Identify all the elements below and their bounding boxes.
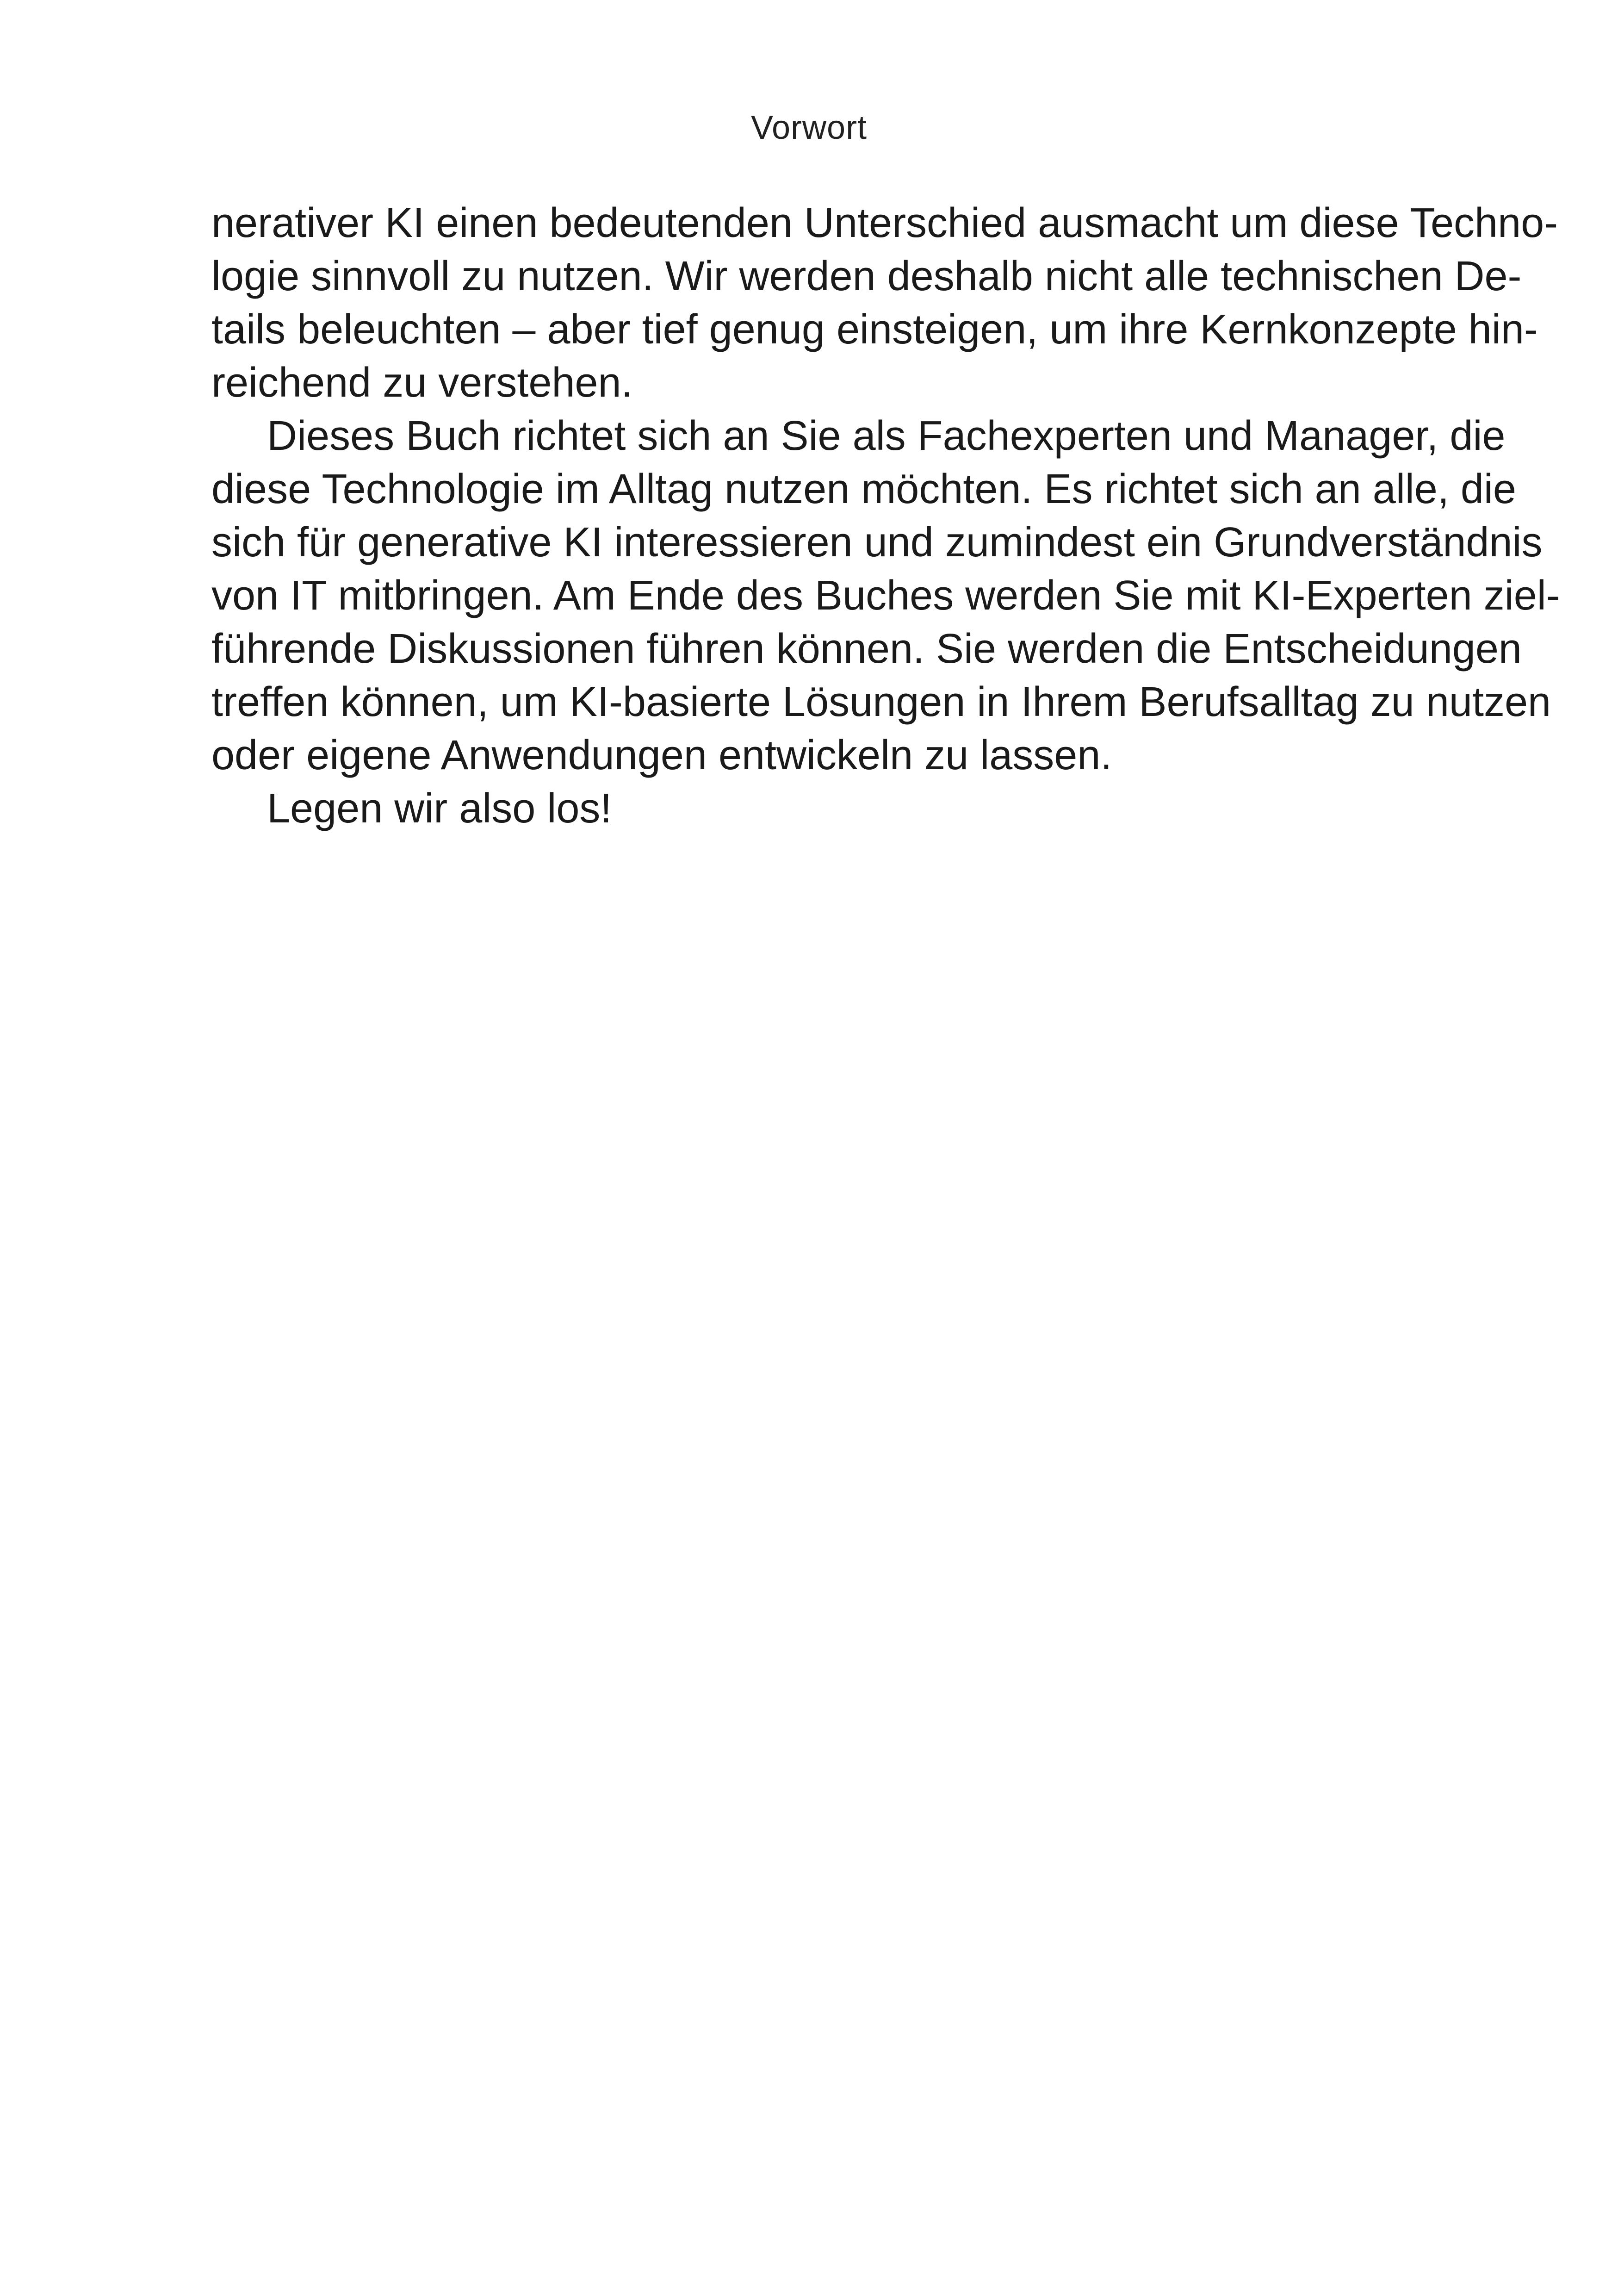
text-line: oder eigene Anwendungen entwickeln zu lassen.	[211, 732, 1112, 778]
text-line: logie sinnvoll zu nutzen. Wir werden deshalb nicht alle technischen De-	[211, 253, 1522, 299]
text-line: Dieses Buch richtet sich an Sie als Fachexperten und Manager, die	[267, 413, 1506, 459]
text-line: führende Diskussionen führen können. Sie werden die Entscheidungen	[211, 626, 1522, 672]
text-line: tails beleuchten – aber tief genug einsteigen, um ihre Kernkonzepte hin-	[211, 306, 1538, 353]
text-line: Legen wir also los!	[267, 785, 612, 832]
running-head: Vorwort	[750, 109, 868, 146]
text-line: treffen können, um KI-basierte Lösungen in Ihrem Berufsalltag zu nutzen	[211, 679, 1551, 725]
text-line: diese Technologie im Alltag nutzen möchten. Es richtet sich an alle, die	[211, 466, 1516, 512]
text-line: nerativer KI einen bedeutenden Unterschied ausmacht um diese Techno-	[211, 200, 1558, 246]
body-text	[211, 197, 1560, 835]
text-line: reichend zu verstehen.	[211, 360, 633, 406]
text-line: sich für generative KI interessieren und zumindest ein Grundverständnis	[211, 519, 1543, 566]
text-line: von IT mitbringen. Am Ende des Buches werden Sie mit KI-Experten ziel-	[211, 572, 1560, 619]
